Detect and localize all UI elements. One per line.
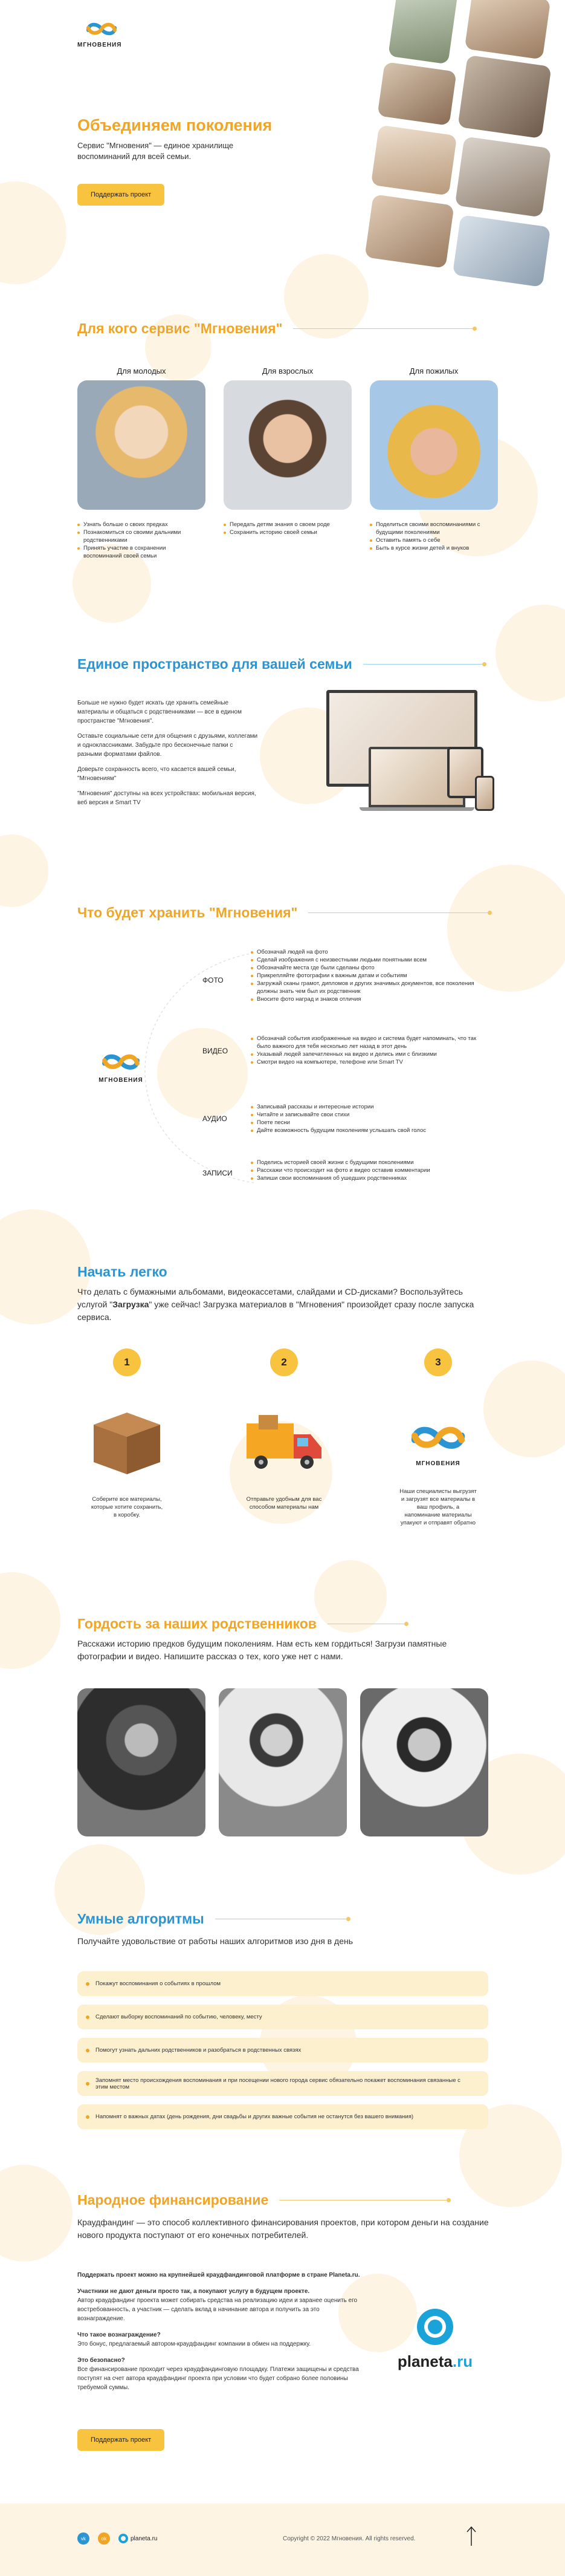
- store-cat-audio: АУДИО: [202, 1114, 227, 1123]
- hero-subtitle: Сервис "Мгновения" — единое хранилище воспоминаний для всей семьи.: [77, 141, 234, 161]
- vk-icon[interactable]: vk: [77, 2532, 89, 2545]
- list-item: Обозначай события изображенные на видео и система будет напоминать, что так было важного для тебя несколько лет назад в этот день: [251, 1035, 480, 1050]
- space-paragraph: Оставьте социальные сети для общения с друзьями, коллегами и одноклассниками. Забудьте про бесконечные папки с разными форматами файлов.: [77, 733, 258, 758]
- list-item: Указывай людей запечатленных на видео и делись ими с близкими: [251, 1050, 480, 1058]
- store-cat-video: ВИДЕО: [202, 1047, 228, 1055]
- list-item: Передать детям знания о своем роде: [224, 521, 352, 529]
- crowd-section: [0, 2192, 565, 2446]
- step-text: Отправьте удобным для вас способом материалы нам: [246, 1496, 322, 1511]
- planeta-circle-icon: [415, 2307, 455, 2347]
- space-section: [0, 656, 565, 856]
- list-item: Смотри видео на компьютере, телефоне или Smart TV: [251, 1058, 480, 1066]
- list-item: Быть в курсе жизни детей и внуков: [370, 544, 498, 552]
- step-text: Соберите все материалы, которые хотите сохранить, в коробку.: [91, 1496, 163, 1518]
- infinity-logo-icon: [98, 1049, 143, 1074]
- list-item: Вносите фото наград и знаков отличия: [251, 995, 486, 1003]
- brand-name: МГНОВЕНИЯ: [77, 42, 122, 48]
- list-item: Расскажи что происходит на фото и видео оставив комментарии: [251, 1166, 480, 1174]
- crowd-heading: [77, 2192, 448, 2208]
- crowd-p2: Автор краудфандинг проекта может собирать средства на реализацию идеи и заранее оценить его востребованность, а участник — сделать вклад в начинание автора и получить за это вознаграждение.: [77, 2297, 358, 2322]
- list-item: Сохранить историю своей семьи: [224, 529, 352, 536]
- easy-intro-bold: Загрузка: [112, 1299, 149, 1309]
- store-section: [0, 905, 565, 1243]
- crowd-q1: Что такое вознаграждение?: [77, 2332, 161, 2338]
- pride-photo-3: [360, 1688, 488, 1836]
- elderly-photo: [370, 380, 498, 510]
- easy-intro-part2: " уже сейчас! Загрузка материалов в "Мгновения" произойдет сразу после запуска сервиса.: [77, 1299, 474, 1322]
- planeta-ru: .ru: [452, 2352, 473, 2370]
- hero-photo-5: [371, 125, 457, 195]
- audience-heading: [77, 320, 474, 337]
- hero-photo-8: [453, 215, 550, 287]
- list-item: Поделись историей своей жизни с будущими поколениями: [251, 1159, 480, 1166]
- audience-card-elderly: [370, 366, 498, 560]
- store-photo-list: [251, 948, 486, 1003]
- hero-title: Объединяем поколения: [77, 116, 273, 134]
- scroll-top-icon[interactable]: [465, 2525, 477, 2547]
- audience-card-list: [370, 521, 498, 552]
- store-audio-list: [251, 1103, 480, 1134]
- footer-social: [77, 2532, 157, 2545]
- list-item: Поете песни: [251, 1119, 480, 1127]
- pride-photo-2: [219, 1688, 347, 1836]
- list-item: Сделай изображения с неизвестными людьми понятными всем: [251, 956, 486, 964]
- crowd-a1: Это бонус, предлагаемый автором-краудфандинг компании в обмен на поддержку.: [77, 2341, 311, 2347]
- algorithms-subtitle: Получайте удовольствие от работы наших алгоритмов изо дня в день: [77, 1936, 354, 1946]
- hero-photo-6: [455, 136, 552, 217]
- hero-photo-7: [364, 194, 454, 268]
- step-number: 2: [270, 1348, 298, 1376]
- infinity-logo-icon: [405, 1419, 471, 1455]
- planeta-footer-link[interactable]: [118, 2534, 157, 2543]
- hero-photo-4: [457, 55, 551, 138]
- box-icon: [88, 1407, 166, 1479]
- ok-icon[interactable]: ok: [98, 2532, 110, 2545]
- algorithm-item: Напомнят о важных датах (день рождения, дни свадьбы и других важные события не останутся без вашего внимания): [77, 2104, 488, 2129]
- list-item: Оставить память о себе: [370, 536, 498, 544]
- easy-heading: [77, 1264, 167, 1280]
- phone-device: [475, 776, 494, 811]
- audience-card-label: Для молодых: [117, 366, 166, 376]
- audience-card-young: [77, 366, 205, 560]
- space-paragraph: "Мгновения" доступны на всех устройствах: мобильная версия, веб версия и Smart TV: [77, 790, 256, 806]
- audience-cards: [77, 366, 498, 560]
- store-logo: [91, 1049, 151, 1084]
- crowd-support-button[interactable]: Поддержать проект: [77, 2429, 164, 2451]
- algorithms-heading: [77, 1911, 348, 1927]
- footer: [0, 2503, 565, 2576]
- brand-name: МГНОВЕНИЯ: [98, 1077, 143, 1084]
- infinity-logo-icon: [83, 18, 120, 39]
- algorithm-item: Помогут узнать дальних родственников и разобраться в родственных связях: [77, 2038, 488, 2063]
- easy-intro-part1: Что делать с бумажными альбомами, видеокассетами, слайдами и CD-дисками? Воспользуйтесь услугой ": [77, 1287, 463, 1309]
- easy-section: [0, 1264, 565, 1590]
- audience-card-label: Для пожилых: [409, 366, 459, 376]
- planeta-footer-text: planeta.ru: [131, 2535, 158, 2542]
- audience-section: [0, 320, 565, 562]
- pride-title: Гордость за наших родственников: [77, 1616, 317, 1631]
- space-text: [77, 698, 259, 807]
- list-item: Обозначай людей на фото: [251, 948, 486, 956]
- list-item: Запиши свои воспоминания об ушедших родственниках: [251, 1174, 480, 1182]
- hero-photo-2: [465, 0, 551, 60]
- planeta-name: planeta: [397, 2352, 453, 2370]
- step-text: Наши специалисты выгрузят и загрузят все материалы в ваш профиль, а напоминание материалы упакуют и отправят обратно: [399, 1488, 477, 1526]
- store-cat-notes: ЗАПИСИ: [202, 1169, 233, 1177]
- list-item: Прикрепляйте фотографии к важным датам и событиям: [251, 972, 486, 980]
- hero-support-button[interactable]: Поддержать проект: [77, 184, 164, 206]
- list-item: Принять участие в сохранении воспоминаний своей семьи: [77, 544, 205, 560]
- planeta-logo[interactable]: [387, 2307, 483, 2371]
- step-3: [399, 1348, 477, 1527]
- space-paragraph: Больше не нужно будет искать где хранить семейные материалы и общаться с родственниками — все в едином пространстве "Мгновения".: [77, 700, 242, 724]
- audience-card-list: [77, 521, 205, 560]
- list-item: Узнать больше о своих предках: [77, 521, 205, 529]
- list-item: Поделиться своими воспоминаниями с будущими поколениями: [370, 521, 498, 536]
- pride-text: Расскажи историю предков будущим поколениям. Нам есть кем гордиться! Загрузи памятные фотографии и видео. Напишите рассказ о тех, кого уже нет с нами.: [77, 1639, 447, 1661]
- step-2: [245, 1348, 323, 1511]
- step-number: 3: [424, 1348, 452, 1376]
- store-heading: [77, 905, 489, 921]
- pride-section: [0, 1616, 565, 1846]
- crowd-text: [77, 2271, 367, 2392]
- space-title: Единое пространство для вашей семьи: [77, 656, 352, 672]
- brand-name: МГНОВЕНИЯ: [416, 1460, 460, 1467]
- algorithms-section: [0, 1911, 565, 2141]
- space-paragraph: Доверьте сохранность всего, что касается вашей семьи, "Мгновениям": [77, 766, 236, 782]
- adult-photo: [224, 380, 352, 510]
- audience-card-list: [224, 521, 352, 536]
- easy-title: Начать легко: [77, 1264, 167, 1280]
- hero-photo-3: [377, 62, 456, 126]
- crowd-title: Народное финансирование: [77, 2192, 269, 2208]
- planeta-footer-icon: [118, 2534, 128, 2543]
- crowd-p2-bold: Участники не дают деньги просто так, а покупают услугу в будущем проекте.: [77, 2288, 310, 2295]
- audience-card-adult: [224, 366, 352, 560]
- store-notes-list: [251, 1159, 480, 1182]
- algorithm-item: Запомнят место происхождения воспоминания и при посещении нового города сервис обязательно покажет воспоминания связанные с этим местом: [77, 2071, 488, 2096]
- list-item: Обозначайте места где были сделаны фото: [251, 964, 486, 972]
- crowd-p1: Поддержать проект можно на крупнейшей краудфандинговой платформе в стране Planeta.ru.: [77, 2272, 360, 2278]
- crowd-q2: Это безопасно?: [77, 2357, 125, 2364]
- brand-logo[interactable]: [77, 18, 132, 48]
- list-item: Загружай сканы грамот, дипломов и других значимых документов, все поколения должны знать чем был их родственник: [251, 980, 486, 995]
- hero-section: [0, 0, 565, 284]
- pride-heading: [77, 1616, 406, 1632]
- truck-icon: [242, 1407, 326, 1479]
- list-item: Записывай рассказы и интересные истории: [251, 1103, 480, 1111]
- list-item: Познакомиться со своими дальними родственниками: [77, 529, 205, 544]
- space-heading: [77, 656, 484, 672]
- algorithms-list: [77, 1971, 488, 2138]
- algorithm-item: Сделают выборку воспоминаний по событию, человеку, месту: [77, 2005, 488, 2029]
- algorithms-title: Умные алгоритмы: [77, 1911, 204, 1927]
- crowd-intro: Краудфандинг — это способ коллективного финансирования проектов, при котором деньги на создание нового продукта поступают от его конечных потребителей.: [77, 2217, 489, 2240]
- store-video-list: [251, 1035, 480, 1066]
- store-title: Что будет хранить "Мгновения": [77, 905, 298, 920]
- pride-photo-1: [77, 1688, 205, 1836]
- copyright: Copyright © 2022 Мгновения. All rights reserved.: [283, 2535, 416, 2542]
- laptop-base: [360, 807, 474, 811]
- step-1: [91, 1348, 163, 1519]
- crowd-a2: Все финансирование проходит через краудфандинговую площадку. Платежи защищены и средства поступят на счет автора краудфандинг проекта при условии что будет собрано более половины требуемой суммы.: [77, 2366, 359, 2391]
- list-item: Читайте и записывайте свои стихи: [251, 1111, 480, 1119]
- store-cat-photo: ФОТО: [202, 976, 224, 984]
- list-item: Дайте возможность будущим поколениям услышать свой голос: [251, 1127, 480, 1134]
- hero-photo-1: [388, 0, 458, 64]
- audience-title: Для кого сервис "Мгновения": [77, 320, 283, 336]
- step-number: 1: [113, 1348, 141, 1376]
- young-photo: [77, 380, 205, 510]
- easy-intro: [77, 1286, 488, 1324]
- audience-card-label: Для взрослых: [262, 366, 314, 376]
- algorithm-item: Покажут воспоминания о событиях в прошлом: [77, 1971, 488, 1996]
